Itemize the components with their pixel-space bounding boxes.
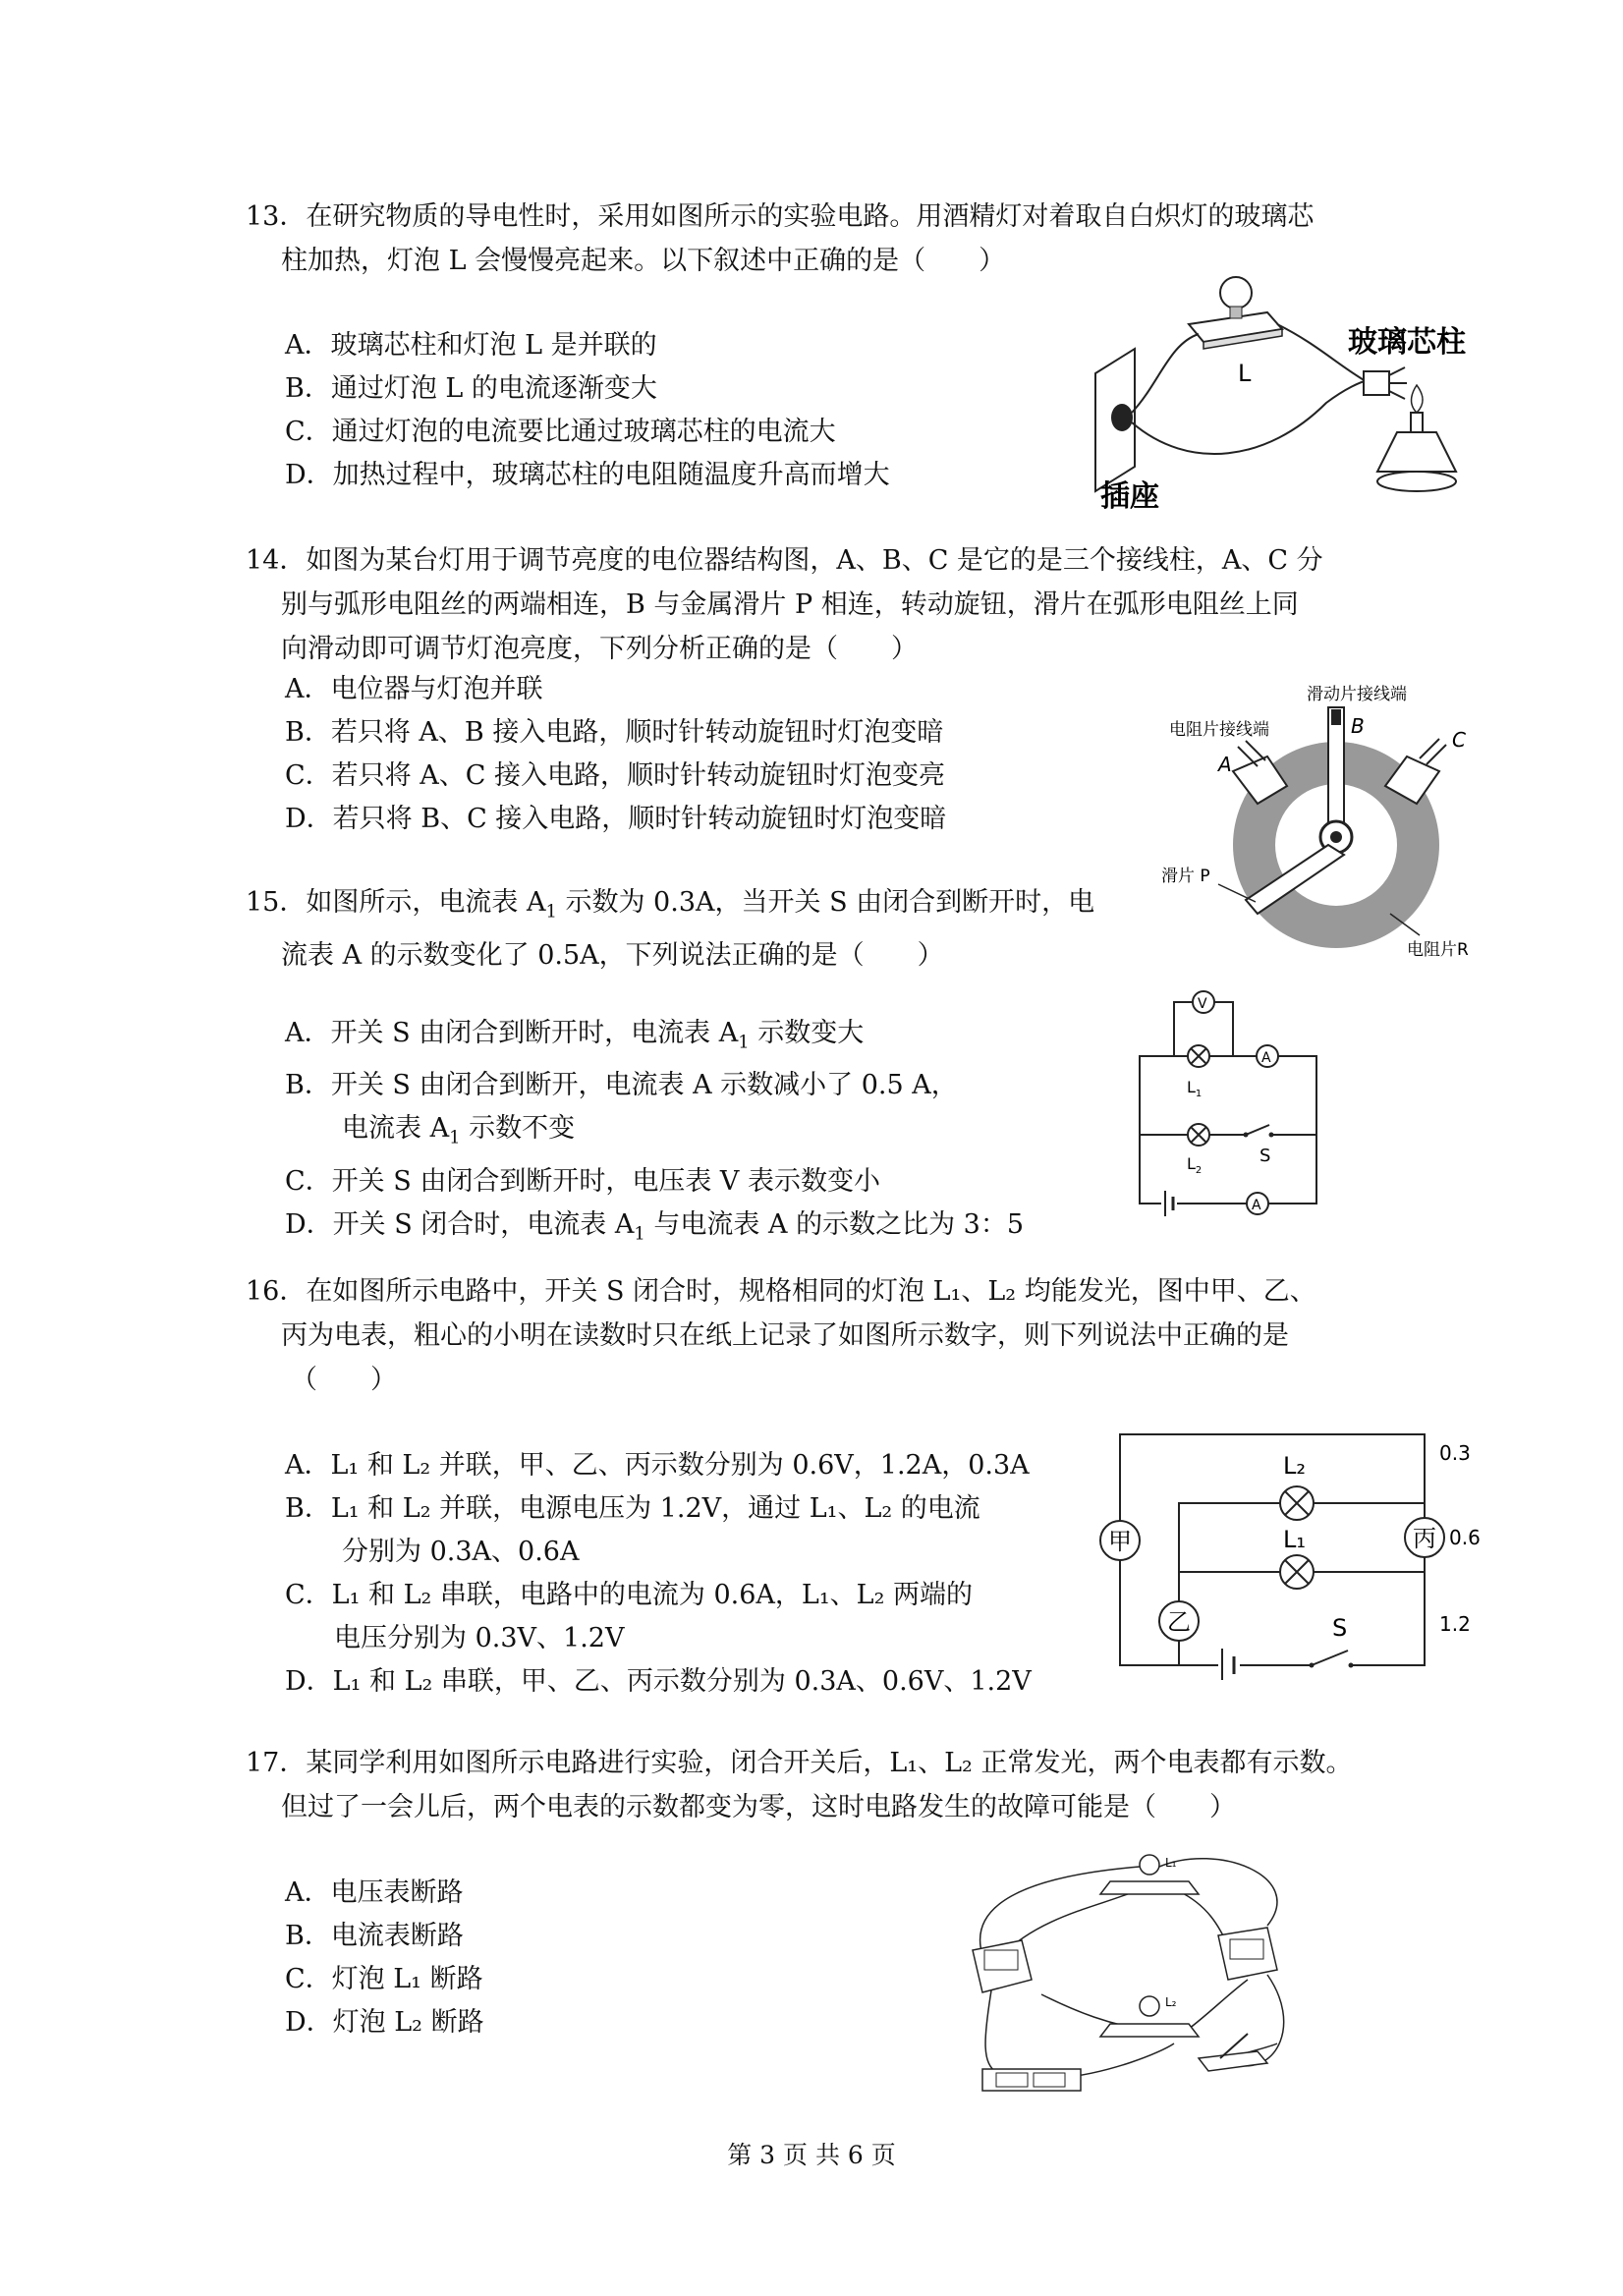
page-footer: 第 3 页 共 6 页 (727, 2141, 896, 2169)
q13-label-L: L (1238, 360, 1252, 387)
q14-label-resistor: 电阻片R (1407, 940, 1469, 960)
q17-stem-line1: 17．某同学利用如图所示电路进行实验，闭合开关后，L₁、L₂ 正常发光，两个电表都有示数。 (246, 1748, 1353, 1778)
q17-option-b: B．电流表断路 (285, 1921, 464, 1951)
q17-option-a: A．电压表断路 (285, 1877, 464, 1908)
q16-stem-line3: （ ） (291, 1365, 397, 1395)
q14-label-slider-terminal: 滑动片接线端 (1307, 685, 1407, 704)
q14-label-a: A (1218, 753, 1232, 776)
q16-value-0-6: 0.6 (1449, 1526, 1481, 1549)
q15-circuit-figure (1130, 973, 1326, 1218)
q15-label-s: S (1259, 1146, 1271, 1166)
q17-options (285, 1872, 484, 2044)
q13-option-c: C．通过灯泡的电流要比通过玻璃芯柱的电流大 (285, 417, 836, 447)
q17-option-c: C．灯泡 L₁ 断路 (285, 1964, 483, 1994)
q16-options (285, 1444, 1032, 1704)
q13-stem-line1: 13．在研究物质的导电性时，采用如图所示的实验电路。用酒精灯对着取自白炽灯的玻璃芯 (246, 201, 1315, 232)
q15-stem-line1: 15．如图所示，电流表 $A_1$ 示数为 0.3A，当开关 S 由闭合到断开时，电 (246, 887, 1095, 923)
q16-label-l2: L₂ (1283, 1452, 1306, 1480)
q16-option-c-cont: 电压分别为 0.3V、1.2V (334, 1623, 625, 1653)
q14-option-a: A．电位器与灯泡并联 (285, 674, 543, 704)
q15-option-b: B．开关 S 由闭合到断开，电流表 A 示数减小了 0.5 A， 电流表 $A_1$ 示数不变 (285, 1070, 958, 1148)
q14-option-d: D．若只将 B、C 接入电路，顺时针转动旋钮时灯泡变暗 (285, 804, 947, 834)
q15-label-v: V (1198, 996, 1207, 1012)
q15-option-a: A．开关 S 由闭合到断开时，电流表 $A_1$ 示数变大 (285, 1018, 865, 1053)
q15-options (285, 1012, 1024, 1256)
q16-label-l1: L₁ (1283, 1526, 1306, 1553)
q15-label-l1: $L_1$ (1187, 1078, 1203, 1099)
q16-value-0-3: 0.3 (1439, 1441, 1471, 1465)
q16-option-b-cont: 分别为 0.3A、0.6A (342, 1537, 580, 1567)
q13-options (285, 324, 890, 497)
q15-label-l2: $L_2$ (1187, 1154, 1203, 1176)
q17-option-d: D．灯泡 L₂ 断路 (285, 2007, 484, 2038)
q15-label-a1: A (1261, 1050, 1271, 1066)
q16-label-s: S (1332, 1614, 1348, 1642)
q13-option-a: A．玻璃芯柱和灯泡 L 是并联的 (285, 330, 657, 361)
q16-option-b: B．L₁ 和 L₂ 并联，电源电压为 1.2V，通过 L₁、L₂ 的电流 (285, 1493, 980, 1524)
q14-stem-line3: 向滑动即可调节灯泡亮度，下列分析正确的是（ ） (281, 634, 918, 664)
q13-label-glass-core: 玻璃芯柱 (1348, 325, 1466, 360)
q15-stem-line2: 流表 A 的示数变化了 0.5A，下列说法正确的是（ ） (281, 940, 944, 972)
question-17 (246, 1741, 1405, 1829)
q14-label-slider: 滑片 P (1161, 867, 1210, 886)
q16-option-d: D．L₁ 和 L₂ 串联，甲、乙、丙示数分别为 0.3A、0.6V、1.2V (285, 1666, 1032, 1697)
q17-stem-line2: 但过了一会儿后，两个电表的示数都变为零，这时电路发生的故障可能是（ ） (281, 1792, 1236, 1822)
q17-physical-circuit-figure (963, 1837, 1316, 2102)
q16-label-yi: 乙 (1167, 1608, 1191, 1636)
q13-circuit-figure (1071, 265, 1503, 511)
q14-label-resistor-terminal: 电阻片接线端 (1169, 720, 1269, 740)
q15-option-c: C．开关 S 由闭合到断开时，电压表 V 表示数变小 (285, 1165, 880, 1197)
q16-option-a: A．L₁ 和 L₂ 并联，甲、乙、丙示数分别为 0.6V，1.2A，0.3A (285, 1450, 1030, 1481)
question-15 (246, 880, 1405, 978)
q16-stem-line1: 16．在如图所示电路中，开关 S 闭合时，规格相同的灯泡 L₁、L₂ 均能发光，图中甲、乙、 (246, 1276, 1316, 1307)
question-14 (246, 538, 1405, 671)
q14-stem-line1: 14．如图为某台灯用于调节亮度的电位器结构图，A、B、C 是它的是三个接线柱，A、C 分 (246, 545, 1323, 576)
q13-option-b: B．通过灯泡 L 的电流逐渐变大 (285, 373, 657, 404)
q14-option-c: C．若只将 A、C 接入电路，顺时针转动旋钮时灯泡变亮 (285, 760, 945, 791)
q17-label-l2: L₂ (1165, 1995, 1177, 2009)
q14-label-b: B (1351, 714, 1365, 738)
q14-options (285, 668, 946, 841)
q16-label-jia: 甲 (1108, 1528, 1132, 1555)
q13-stem-line2: 柱加热，灯泡 L 会慢慢亮起来。以下叙述中正确的是（ ） (281, 246, 1006, 276)
q16-value-1-2: 1.2 (1439, 1612, 1471, 1636)
q13-option-d: D．加热过程中，玻璃芯柱的电阻随温度升高而增大 (285, 460, 890, 490)
q14-label-c: C (1452, 728, 1466, 752)
q17-label-l1: L₁ (1165, 1856, 1177, 1870)
q14-option-b: B．若只将 A、B 接入电路，顺时针转动旋钮时灯泡变暗 (285, 717, 944, 748)
q16-stem-line2: 丙为电表，粗心的小明在读数时只在纸上记录了如图所示数字，则下列说法中正确的是 (281, 1320, 1289, 1351)
q15-label-a: A (1252, 1198, 1261, 1213)
q16-circuit-figure (1091, 1425, 1483, 1680)
q16-label-bing: 丙 (1413, 1525, 1436, 1552)
q16-option-c: C．L₁ 和 L₂ 串联，电路中的电流为 0.6A，L₁、L₂ 两端的 (285, 1580, 974, 1610)
q15-option-d: D．开关 S 闭合时，电流表 $A_1$ 与电流表 A 的示数之比为 3：5 (285, 1208, 1025, 1245)
q14-stem-line2: 别与弧形电阻丝的两端相连，B 与金属滑片 P 相连，转动旋钮，滑片在弧形电阻丝上同 (281, 589, 1299, 620)
q13-label-socket: 插座 (1100, 479, 1159, 511)
question-16 (246, 1269, 1405, 1402)
